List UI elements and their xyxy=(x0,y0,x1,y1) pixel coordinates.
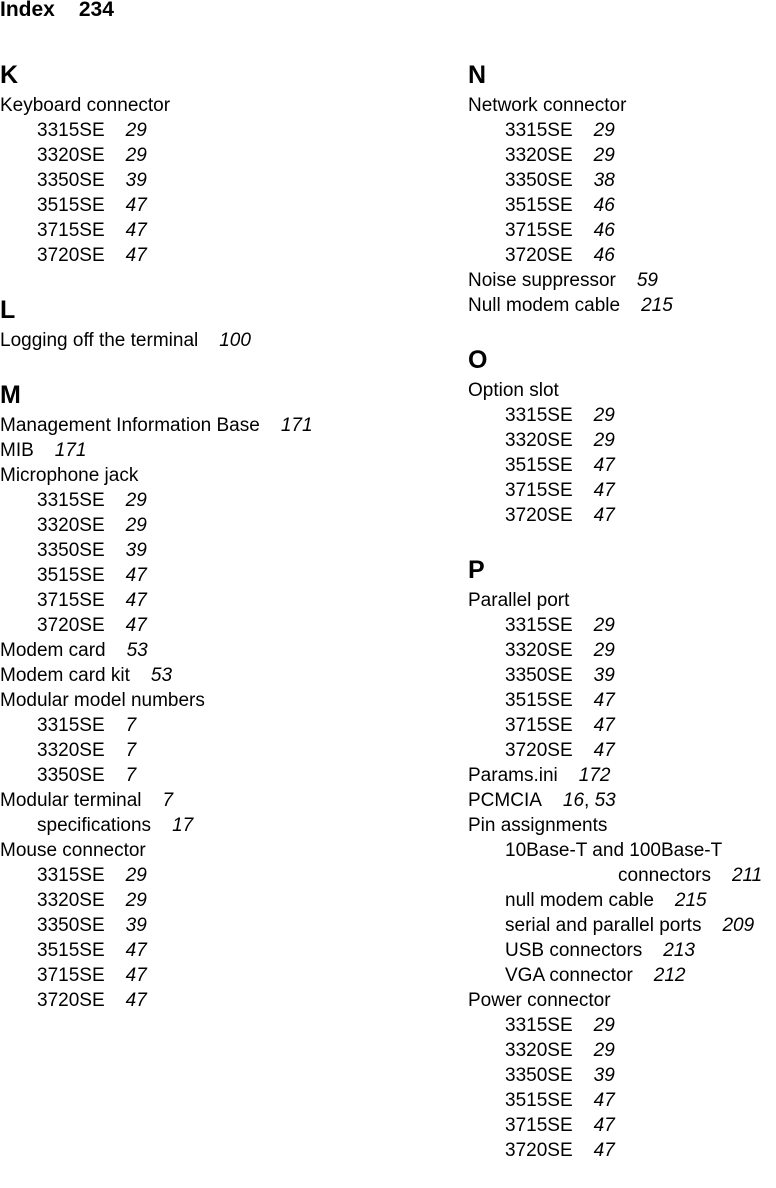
page-ref: 38 xyxy=(593,170,615,191)
page-ref: 47 xyxy=(125,195,147,216)
index-subterm: specifications 17 xyxy=(37,815,194,836)
index-subentry xyxy=(0,193,440,218)
index-subentry xyxy=(0,963,440,988)
page-ref: 39 xyxy=(593,1065,615,1086)
index-subentry xyxy=(0,538,440,563)
index-subentry xyxy=(468,453,776,478)
index-term: Keyboard connector xyxy=(0,95,171,116)
index-subentry xyxy=(0,118,440,143)
index-term: Management Information Base 171 xyxy=(0,415,313,436)
index-term: Logging off the terminal 100 xyxy=(0,330,251,351)
page-ref: 29 xyxy=(125,145,147,166)
page-ref: 53 xyxy=(150,665,173,686)
index-subentry xyxy=(468,888,776,913)
subentry-label: 3320SE xyxy=(505,145,573,166)
index-subentry xyxy=(468,243,776,268)
left-column xyxy=(0,58,440,1038)
page-ref: 7 xyxy=(162,790,174,811)
index-subentry xyxy=(0,488,440,513)
index-term: Mouse connector xyxy=(0,840,146,861)
page-ref: 29 xyxy=(593,145,615,166)
index-subentry xyxy=(468,913,776,938)
subentry-label: 3715SE xyxy=(505,715,573,736)
section-k xyxy=(0,58,440,268)
page-ref: 47 xyxy=(593,1115,615,1136)
page-ref: 29 xyxy=(593,430,615,451)
index-term: Modular terminal 7 xyxy=(0,790,174,811)
index-subentry xyxy=(468,193,776,218)
index-subentry xyxy=(468,478,776,503)
index-subentry xyxy=(0,243,440,268)
page-ref: 209 xyxy=(722,915,755,936)
index-subentry xyxy=(0,143,440,168)
index-term: Pin assignments xyxy=(468,815,608,836)
page-ref: 16 xyxy=(562,790,585,811)
page-ref: 47 xyxy=(125,590,147,611)
section-l xyxy=(0,293,440,353)
section-p xyxy=(468,553,776,1163)
page-ref: 29 xyxy=(593,1015,615,1036)
page-ref: 47 xyxy=(125,565,147,586)
index-subentry xyxy=(0,988,440,1013)
subentry-label: 3720SE xyxy=(37,615,105,636)
page-ref: 47 xyxy=(125,940,147,961)
subentry-label: 3715SE xyxy=(37,965,105,986)
index-term: Power connector xyxy=(468,990,611,1011)
page-ref: 17 xyxy=(172,815,194,836)
index-subentry xyxy=(0,913,440,938)
page-ref: 53 xyxy=(594,790,616,811)
page-ref: 39 xyxy=(125,915,147,936)
subentry-label: 3720SE xyxy=(37,990,105,1011)
index-term: Noise suppressor 59 xyxy=(468,270,658,291)
page-ref: 29 xyxy=(125,865,147,886)
subentry-label: 3320SE xyxy=(37,145,105,166)
page-ref: 47 xyxy=(125,245,147,266)
page-ref: 47 xyxy=(593,1090,615,1111)
page-ref: 46 xyxy=(593,195,615,216)
subentry-label: null modem cable xyxy=(505,890,654,911)
index-subentry xyxy=(468,1013,776,1038)
page-number: 234 xyxy=(78,0,114,21)
index-subterm-continued: connectors 211 xyxy=(618,865,763,886)
subentry-label: 3715SE xyxy=(37,220,105,241)
index-subentry xyxy=(0,613,440,638)
subentry-label: 3715SE xyxy=(505,1115,573,1136)
subentry-label: 3515SE xyxy=(37,940,105,961)
page-ref: 29 xyxy=(593,405,615,426)
index-term: Parallel port xyxy=(468,590,570,611)
page-ref: 100 xyxy=(219,330,251,351)
subentry-label: 3315SE xyxy=(37,490,105,511)
index-subentry xyxy=(468,1088,776,1113)
subentry-label: 3350SE xyxy=(505,170,573,191)
index-subterm: 10Base-T and 100Base-T xyxy=(505,840,723,861)
page-ref: 47 xyxy=(593,715,615,736)
subentry-label: 3315SE xyxy=(37,865,105,886)
page-ref: 171 xyxy=(280,415,313,436)
index-subentry xyxy=(468,1113,776,1138)
subentry-label: 3350SE xyxy=(37,765,105,786)
index-subentry xyxy=(468,428,776,453)
subentry-label: 3350SE xyxy=(37,915,105,936)
subentry-label: 3350SE xyxy=(505,1065,573,1086)
index-subentry xyxy=(468,738,776,763)
index-term: Null modem cable 215 xyxy=(468,295,673,316)
page-ref: 7 xyxy=(125,765,137,786)
page-ref: 47 xyxy=(593,480,615,501)
right-column xyxy=(468,58,776,1188)
index-term: Option slot xyxy=(468,380,559,401)
index-subentry xyxy=(468,503,776,528)
section-letter: K xyxy=(0,61,19,89)
subentry-label: 3320SE xyxy=(37,890,105,911)
index-term: Modular model numbers xyxy=(0,690,205,711)
page-ref: 29 xyxy=(593,1040,615,1061)
index-subentry xyxy=(468,1138,776,1163)
page-ref: 29 xyxy=(125,515,147,536)
section-o xyxy=(468,343,776,528)
subentry-label: 3320SE xyxy=(505,1040,573,1061)
index-subentry xyxy=(0,168,440,193)
page-ref: 29 xyxy=(125,120,147,141)
section-n xyxy=(468,58,776,318)
index-term: Modem card kit 53 xyxy=(0,665,173,686)
index-term: MIB 171 xyxy=(0,440,87,461)
page-ref: 29 xyxy=(125,490,147,511)
page-ref: 59 xyxy=(636,270,658,291)
subentry-label: USB connectors xyxy=(505,940,643,961)
page-ref: 47 xyxy=(125,615,147,636)
index-subentry xyxy=(468,403,776,428)
subentry-label: 3515SE xyxy=(37,195,105,216)
index-subentry xyxy=(0,513,440,538)
page-ref: 47 xyxy=(593,455,615,476)
index-subentry xyxy=(0,888,440,913)
subentry-label: 3515SE xyxy=(37,565,105,586)
page-ref: 29 xyxy=(125,890,147,911)
subentry-label: 3320SE xyxy=(505,640,573,661)
index-subentry xyxy=(468,168,776,193)
subentry-label: 3315SE xyxy=(505,120,573,141)
subentry-label: 3715SE xyxy=(37,590,105,611)
subentry-label: 3720SE xyxy=(505,245,573,266)
index-subentry xyxy=(0,588,440,613)
subentry-label: 3320SE xyxy=(37,740,105,761)
index-subentry xyxy=(0,563,440,588)
subentry-label: 3350SE xyxy=(505,665,573,686)
page-ref: 47 xyxy=(125,220,147,241)
index-subentry xyxy=(468,938,776,963)
page-ref: 47 xyxy=(125,990,147,1011)
index-term: PCMCIA 16, 53 xyxy=(468,790,616,811)
page-ref: 46 xyxy=(593,220,615,241)
subentry-label: 3720SE xyxy=(505,505,573,526)
page-ref: 39 xyxy=(593,665,615,686)
subentry-label: 3720SE xyxy=(505,1140,573,1161)
index-term: Params.ini 172 xyxy=(468,765,611,786)
subentry-label: 3350SE xyxy=(37,540,105,561)
subentry-label: 3715SE xyxy=(505,220,573,241)
index-subentry xyxy=(0,713,440,738)
subentry-label: 3315SE xyxy=(505,405,573,426)
subentry-label: 3720SE xyxy=(505,740,573,761)
subentry-label: 3320SE xyxy=(505,430,573,451)
subentry-label: 3315SE xyxy=(37,120,105,141)
page-header xyxy=(0,0,114,22)
page-ref: 212 xyxy=(653,965,686,986)
index-subentry xyxy=(0,938,440,963)
subentry-label: 3315SE xyxy=(505,1015,573,1036)
page-ref: 7 xyxy=(125,715,137,736)
page-ref: 47 xyxy=(593,1140,615,1161)
index-term: Microphone jack xyxy=(0,465,139,486)
page-ref: 47 xyxy=(593,690,615,711)
page-ref: 53 xyxy=(126,640,148,661)
page-ref: 211 xyxy=(731,865,763,886)
page-ref: 47 xyxy=(593,740,615,761)
section-m xyxy=(0,378,440,1013)
subentry-label: 3315SE xyxy=(37,715,105,736)
page-ref: 39 xyxy=(125,170,147,191)
subentry-label: 3320SE xyxy=(37,515,105,536)
subentry-label: VGA connector xyxy=(505,965,633,986)
subentry-label: serial and parallel ports xyxy=(505,915,702,936)
index-term: Modem card 53 xyxy=(0,640,148,661)
index-subentry xyxy=(468,1038,776,1063)
subentry-label: 3515SE xyxy=(505,1090,573,1111)
subentry-label: 3350SE xyxy=(37,170,105,191)
page-ref: 29 xyxy=(593,615,615,636)
page-ref: 47 xyxy=(593,505,615,526)
section-letter: L xyxy=(0,296,16,324)
page-ref: 213 xyxy=(663,940,695,961)
page-separator: , xyxy=(584,790,590,811)
index-subentry xyxy=(468,963,776,988)
subentry-label: 3715SE xyxy=(505,480,573,501)
index-subentry xyxy=(468,118,776,143)
page-ref: 46 xyxy=(593,245,615,266)
index-subentry xyxy=(0,218,440,243)
section-letter: N xyxy=(468,61,487,89)
section-letter: P xyxy=(468,556,485,584)
page-ref: 29 xyxy=(593,120,615,141)
index-subentry xyxy=(0,763,440,788)
page-ref: 215 xyxy=(674,890,707,911)
index-subentry xyxy=(0,863,440,888)
index-subentry xyxy=(468,688,776,713)
index-subentry xyxy=(468,638,776,663)
index-subentry xyxy=(468,218,776,243)
subentry-label: 3720SE xyxy=(37,245,105,266)
index-subentry xyxy=(468,143,776,168)
page-ref: 47 xyxy=(125,965,147,986)
section-letter: M xyxy=(0,381,21,409)
index-title: Index xyxy=(0,0,55,21)
index-term: Network connector xyxy=(468,95,627,116)
subentry-label: 3515SE xyxy=(505,455,573,476)
page-ref: 171 xyxy=(54,440,87,461)
subentry-label: 3515SE xyxy=(505,690,573,711)
page-ref: 215 xyxy=(641,295,673,316)
page-ref: 29 xyxy=(593,640,615,661)
subentry-label: 3315SE xyxy=(505,615,573,636)
subentry-label: 3515SE xyxy=(505,195,573,216)
page-ref: 172 xyxy=(578,765,611,786)
index-subentry xyxy=(468,663,776,688)
section-letter: O xyxy=(468,346,488,374)
index-subentry xyxy=(468,713,776,738)
index-subentry xyxy=(468,1063,776,1088)
index-subentry xyxy=(0,738,440,763)
page-ref: 39 xyxy=(125,540,147,561)
index-subentry xyxy=(468,613,776,638)
page-ref: 7 xyxy=(125,740,137,761)
